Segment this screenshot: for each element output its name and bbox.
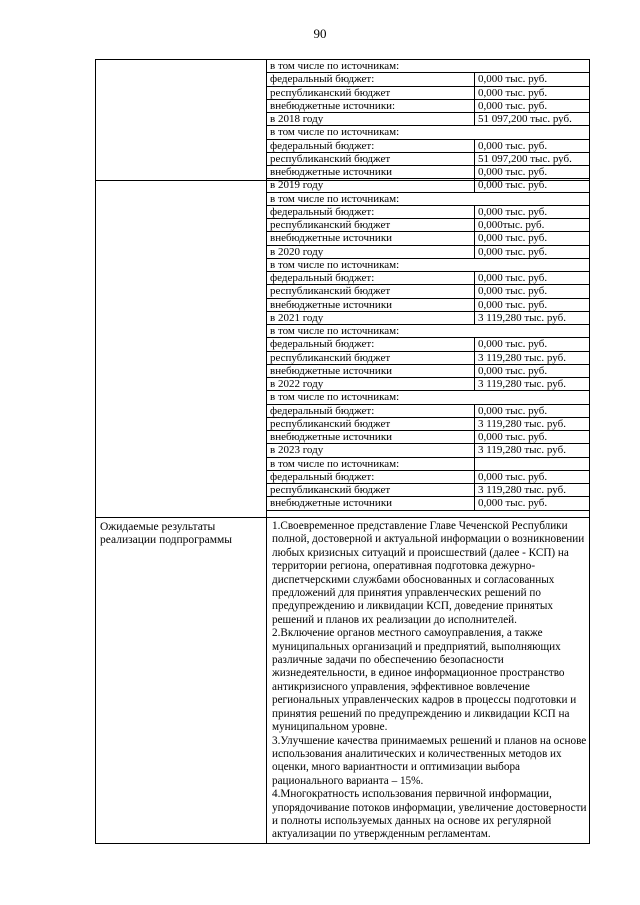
- finance-row: [267, 365, 590, 378]
- finance-row: [267, 166, 590, 179]
- finance-row: [267, 113, 590, 126]
- finance-cell-divider: [474, 219, 475, 232]
- page-number: 90: [313, 26, 327, 41]
- finance-cell-divider: [474, 113, 475, 126]
- finance-row-label: в 2019 году: [270, 179, 324, 192]
- finance-row: [267, 100, 590, 113]
- finance-row-label: федеральный бюджет:: [270, 272, 375, 284]
- finance-row-label: внебюджетные источники: [270, 166, 393, 178]
- finance-row-value: 0,000 тыс. руб.: [478, 245, 548, 258]
- finance-row-label: в том числе по источникам:: [270, 126, 400, 139]
- finance-row: [267, 140, 590, 153]
- finance-row: [267, 325, 590, 338]
- result-paragraph: 2.Включение органов местного самоуправления, а также муниципальных организаций и предприятий, выполняющих различные задачи по обеспечению безопасности жизнедеятельности, в единое информационное пространство антикризисного управления, эффективное вовлечение региональных управленческих кадров в процессы подготовки и принятия решений по предупреждению и ликвидации КСП на муниципальном уровне.: [272, 627, 577, 734]
- finance-row: [267, 153, 590, 166]
- finance-row-label: в том числе по источникам:: [270, 391, 400, 404]
- finance-row: [267, 179, 590, 192]
- finance-row: [267, 405, 590, 418]
- finance-row-label: республиканский бюджет: [270, 285, 391, 298]
- finance-row-value: 0,000 тыс. руб.: [478, 404, 548, 417]
- table-border-bottom: [95, 843, 590, 844]
- finance-row-label: в 2018 году: [270, 113, 324, 125]
- finance-row: [267, 60, 590, 73]
- finance-cell-divider: [474, 338, 475, 351]
- result-paragraph: 1.Своевременное представление Главе Чеченской Республики полной, достоверной и актуальной информации о возникновении любых кризисных ситуаций и происшествий (далее - КСП) на территории региона, оперативная подготовка дежурно-диспетчерскими службами обоснованных и согласованных предложений для принятия управленческих решений по предупреждению и ликвидации КСП, доведение принятых решений и планов их реализации до исполнителей.: [272, 520, 585, 626]
- finance-row-value: 51 097,200 тыс. руб.: [478, 152, 572, 165]
- finance-row: [267, 206, 590, 219]
- finance-row-label: республиканский бюджет: [270, 351, 391, 364]
- finance-row-label: внебюджетные источники:: [270, 99, 396, 112]
- finance-row: [267, 431, 590, 444]
- finance-row-value: 0,000 тыс. руб.: [478, 232, 548, 245]
- finance-cell-divider: [474, 87, 475, 100]
- finance-row-label: внебюджетные источники: [270, 232, 393, 245]
- finance-row: [267, 193, 590, 206]
- finance-row-value: 3 119,280 тыс. руб.: [478, 484, 566, 496]
- finance-row-value: 51 097,200 тыс. руб.: [478, 113, 572, 125]
- finance-row-label: в том числе по источникам:: [270, 192, 400, 205]
- finance-row-label: внебюджетные источники: [270, 497, 393, 510]
- finance-row-label: республиканский бюджет: [270, 417, 391, 430]
- finance-row-label: в 2023 году: [270, 444, 324, 457]
- finance-cell-divider: [474, 418, 475, 431]
- finance-row: [267, 126, 590, 139]
- finance-row: [267, 299, 590, 312]
- finance-cell-divider: [474, 100, 475, 113]
- finance-cell-divider: [474, 206, 475, 219]
- finance-cell-divider: [474, 166, 475, 179]
- finance-row: [267, 87, 590, 100]
- finance-row-value: 0,000 тыс. руб.: [478, 497, 548, 510]
- finance-row-value: 0,000 тыс. руб.: [478, 139, 548, 152]
- finance-row: [267, 312, 590, 325]
- finance-row-label: республиканский бюджет: [270, 219, 391, 231]
- finance-cell-divider: [474, 179, 475, 192]
- finance-row-value: 0,000 тыс. руб.: [478, 470, 548, 483]
- finance-row-value: 3 119,280 тыс. руб.: [478, 417, 566, 430]
- finance-row-label: внебюджетные источники: [270, 364, 393, 377]
- finance-row: [267, 246, 590, 259]
- finance-row-label: федеральный бюджет:: [270, 470, 375, 483]
- finance-row: [267, 338, 590, 351]
- finance-cell-divider: [474, 153, 475, 166]
- finance-row-value: 3 119,280 тыс. руб.: [478, 311, 566, 324]
- finance-cell-divider: [474, 140, 475, 153]
- finance-row-label: федеральный бюджет:: [270, 139, 375, 152]
- finance-row-label: республиканский бюджет: [270, 152, 391, 165]
- finance-cell-divider: [474, 312, 475, 325]
- finance-cell-divider: [474, 444, 475, 457]
- finance-row: [267, 444, 590, 457]
- finance-row-label: федеральный бюджет:: [270, 205, 375, 218]
- finance-cell-divider: [474, 365, 475, 378]
- finance-row: [267, 497, 590, 510]
- finance-row-label: федеральный бюджет:: [270, 338, 375, 351]
- finance-cell-divider: [474, 471, 475, 484]
- result-paragraph: 3.Улучшение качества принимаемых решений и планов на основе использования аналитических и количественных методов их оценки, много вариантности и оптимизации выбора рационального варианта – 15%.: [272, 734, 587, 787]
- finance-row-label: в том числе по источникам:: [270, 457, 400, 470]
- finance-cell-divider: [474, 378, 475, 391]
- finance-row-label: республиканский бюджет: [270, 86, 391, 99]
- finance-row-label: федеральный бюджет:: [270, 404, 375, 417]
- finance-cell-divider: [474, 405, 475, 418]
- finance-row-label: федеральный бюджет:: [270, 73, 375, 86]
- finance-row-value: 0,000 тыс. руб.: [478, 86, 548, 99]
- finance-row: [267, 378, 590, 391]
- finance-row: [267, 471, 590, 484]
- finance-cell-divider: [474, 73, 475, 86]
- finance-row-label: в 2021 году: [270, 311, 324, 324]
- finance-row-label: республиканский бюджет: [270, 484, 391, 496]
- table-section-divider: [95, 517, 590, 518]
- finance-row-label: внебюджетные источники: [270, 298, 393, 311]
- finance-row: [267, 418, 590, 431]
- finance-row: [267, 484, 590, 497]
- finance-row-value: 0,000 тыс. руб.: [478, 73, 548, 86]
- finance-cell-divider: [474, 232, 475, 245]
- finance-cell-divider: [474, 431, 475, 444]
- finance-row-value: 0,000 тыс. руб.: [478, 272, 548, 284]
- finance-cell-divider: [474, 352, 475, 365]
- finance-cell-divider: [474, 285, 475, 298]
- finance-row: [267, 458, 590, 471]
- finance-cell-divider: [474, 272, 475, 285]
- finance-row-value: 0,000 тыс. руб.: [478, 364, 548, 377]
- finance-row: [267, 259, 590, 272]
- result-paragraph: 4.Многократность использования первичной информации, упорядочивание потоков информации, увеличение достоверности и полноты используемых данных на основе их регулярной актуализации по утвержденным регламентам.: [272, 788, 587, 841]
- finance-row-value: 0,000 тыс. руб.: [478, 99, 548, 112]
- finance-row-value: 0,000 тыс. руб.: [478, 285, 548, 298]
- finance-row-value: 0,000 тыс. руб.: [478, 205, 548, 218]
- finance-row: [267, 272, 590, 285]
- results-text: [272, 520, 590, 842]
- finance-cell-divider: [474, 299, 475, 312]
- finance-row-value: 3 119,280 тыс. руб.: [478, 444, 566, 457]
- finance-cell-divider: [474, 458, 475, 471]
- finance-row-border: [267, 510, 590, 511]
- finance-row-value: 3 119,280 тыс. руб.: [478, 351, 566, 364]
- finance-row-label: в том числе по источникам:: [270, 325, 400, 337]
- finance-row-value: 0,000 тыс. руб.: [478, 179, 548, 192]
- finance-row-value: [478, 458, 588, 471]
- finance-row-value: 0,000 тыс. руб.: [478, 166, 548, 178]
- finance-row: [267, 285, 590, 298]
- finance-row-label: в том числе по источникам:: [270, 60, 400, 72]
- finance-row-value: 0,000тыс. руб.: [478, 219, 545, 231]
- finance-row-label: в 2022 году: [270, 378, 324, 390]
- finance-row-label: в 2020 году: [270, 245, 324, 258]
- finance-row-value: 0,000 тыс. руб.: [478, 338, 548, 351]
- finance-row: [267, 232, 590, 245]
- finance-row-value: 3 119,280 тыс. руб.: [478, 378, 566, 390]
- finance-row: [267, 352, 590, 365]
- finance-row: [267, 219, 590, 232]
- finance-row-label: внебюджетные источники: [270, 431, 393, 443]
- finance-cell-divider: [474, 246, 475, 259]
- finance-row: [267, 73, 590, 86]
- finance-row-value: 0,000 тыс. руб.: [478, 298, 548, 311]
- table-border-left: [95, 59, 96, 843]
- finance-row: [267, 391, 590, 404]
- finance-cell-divider: [474, 497, 475, 510]
- results-label: Ожидаемые результаты реализации подпрограммы: [100, 521, 233, 547]
- finance-row-value: 0,000 тыс. руб.: [478, 431, 548, 443]
- finance-row-label: в том числе по источникам:: [270, 258, 400, 271]
- finance-cell-divider: [474, 484, 475, 497]
